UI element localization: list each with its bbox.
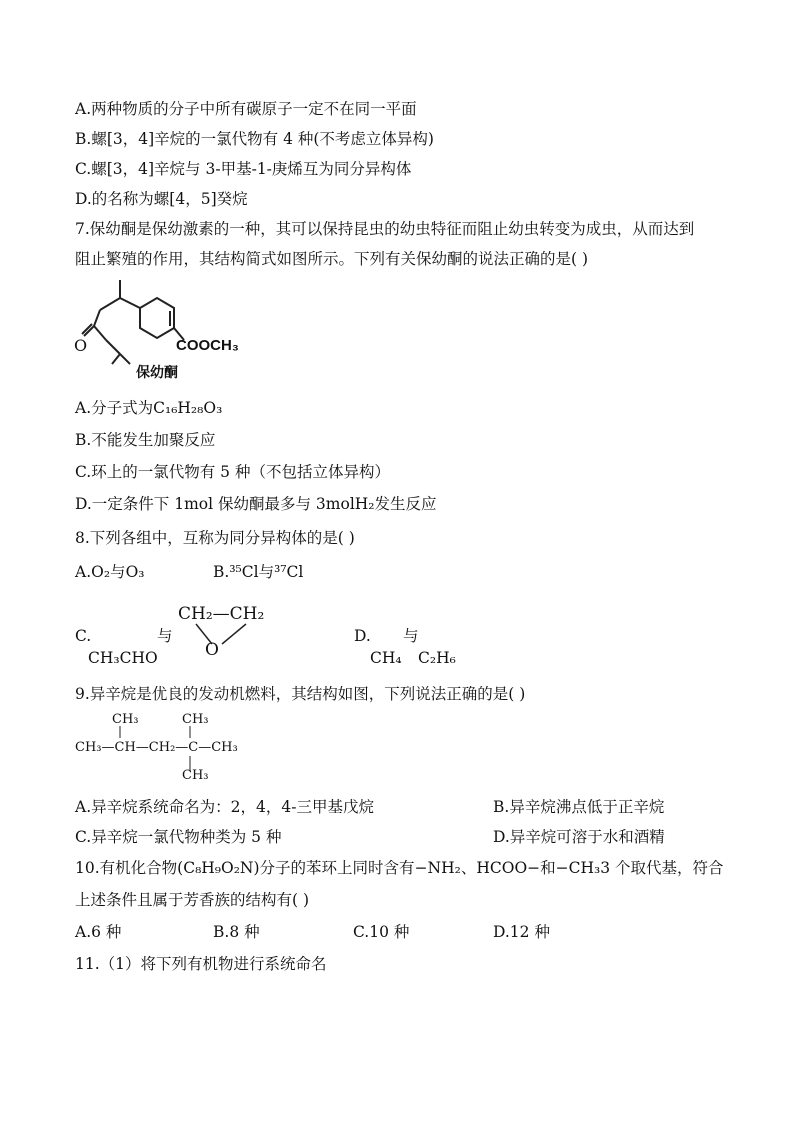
q7-formula: C₁₆H₂₈O₃ <box>153 399 223 417</box>
q6-option-a: A.两种物质的分子中所有碳原子一定不在同一平面 <box>75 100 417 118</box>
q7-option-d-formula: H₂ <box>354 495 375 513</box>
ketone-oxygen-label: O <box>74 336 88 355</box>
q8-option-d-ethane: C₂H₆ <box>418 649 456 667</box>
q8-b-with: 与 <box>258 563 275 581</box>
q10-stem-part1: 10.有机化合物( <box>75 859 184 877</box>
q10-and: 和 <box>540 859 556 877</box>
q9-stem: 9.异辛烷是优良的发动机燃料，其结构如图，下列说法正确的是( ) <box>75 685 526 703</box>
figure-caption: 保幼酮 <box>136 364 178 380</box>
q6-option-c: C.螺[3，4]辛烷与 3-甲基-1-庚烯互为同分异构体 <box>75 160 412 178</box>
q10-formula: C₈H₉O₂N <box>183 859 254 877</box>
q9-struct-main-chain: CH₃—CH—CH₂—C—CH₃ <box>75 740 238 755</box>
q9-struct-methyl-1: CH₃ <box>112 712 139 727</box>
q10-methyl-group: −CH₃ <box>555 859 601 877</box>
q10-option-a: A.6 种 <box>75 923 122 941</box>
q9-option-d: D.异辛烷可溶于水和酒精 <box>493 828 665 846</box>
q8-a-formula1: O₂ <box>91 563 111 581</box>
q7-stem-line2: 阻止繁殖的作用，其结构简式如图所示。下列有关保幼酮的说法正确的是( ) <box>75 250 589 268</box>
q10-separator: 、 <box>460 859 477 877</box>
q10-option-b: B.8 种 <box>213 923 260 941</box>
q10-stem-line1 <box>75 858 724 878</box>
q8-a-with: 与 <box>110 563 126 581</box>
epoxide-bonds <box>186 622 256 650</box>
q7-option-d-part2: 发生反应 <box>374 495 437 513</box>
q7-option-b: B.不能发生加聚反应 <box>75 431 216 449</box>
q8-option-c-epoxide-top: CH₂—CH₂ <box>178 604 265 624</box>
q7-option-d <box>75 494 437 514</box>
juvenile-hormone-structure <box>72 278 262 384</box>
q10-stem-line2: 上述条件且属于芳香族的结构有( ) <box>75 891 310 909</box>
q10-stem-part3: 3 个取代基，符合 <box>600 859 724 877</box>
q8-b-isotope1: ³⁵Cl <box>229 563 259 581</box>
q7-option-a-prefix: A.分子式为 <box>75 399 154 417</box>
q9-option-b: B.异辛烷沸点低于正辛烷 <box>493 798 665 816</box>
q9-struct-methyl-3: CH₃ <box>182 768 209 783</box>
q8-option-d-methane: CH₄ <box>370 649 402 667</box>
q8-option-d-with: 与 <box>403 627 419 645</box>
q8-option-b <box>213 562 303 582</box>
q8-a-prefix: A. <box>75 563 92 581</box>
q6-option-b: B.螺[3，4]辛烷的一氯代物有 4 种(不考虑立体异构) <box>75 130 434 148</box>
q8-stem: 8.下列各组中，互称为同分异构体的是( ) <box>75 529 355 547</box>
q10-formate-group: HCOO− <box>476 859 541 877</box>
q8-a-formula2: O₃ <box>125 563 145 581</box>
q8-b-isotope2: ³⁷Cl <box>274 563 304 581</box>
q11-stem: 11.（1）将下列有机物进行系统命名 <box>75 955 327 973</box>
q6-option-d: D.的名称为螺[4，5]癸烷 <box>75 190 248 208</box>
q8-b-prefix: B. <box>213 563 230 581</box>
q7-option-d-part1: D.一定条件下 1mol 保幼酮最多与 3mol <box>75 495 355 513</box>
q8-option-c-with: 与 <box>157 627 173 645</box>
q10-stem-part2: )分子的苯环上同时含有 <box>253 859 415 877</box>
q9-struct-methyl-2: CH₃ <box>182 712 209 727</box>
q8-option-c-label: C. <box>75 627 92 645</box>
q10-amino-group: −NH₂ <box>414 859 461 877</box>
q10-option-d: D.12 种 <box>493 923 550 941</box>
q8-option-c-acetaldehyde: CH₃CHO <box>88 649 158 667</box>
q7-option-c: C.环上的一氯代物有 5 种（不包括立体异构） <box>75 463 390 481</box>
q9-option-c: C.异辛烷一氯代物种类为 5 种 <box>75 828 282 846</box>
q8-option-a <box>75 562 144 582</box>
q9-option-a: A.异辛烷系统命名为：2，4，4-三甲基戊烷 <box>75 798 374 816</box>
q8-option-d-label: D. <box>354 627 371 645</box>
q7-option-a <box>75 398 222 418</box>
q10-option-c: C.10 种 <box>353 923 410 941</box>
ester-group-label: COOCH₃ <box>176 337 239 354</box>
q8-option-c-epoxide-oxygen: O <box>205 640 219 660</box>
q7-stem-line1: 7.保幼酮是保幼激素的一种，其可以保持昆虫的幼虫特征而阻止幼虫转变为成虫，从而达到 <box>75 220 695 238</box>
